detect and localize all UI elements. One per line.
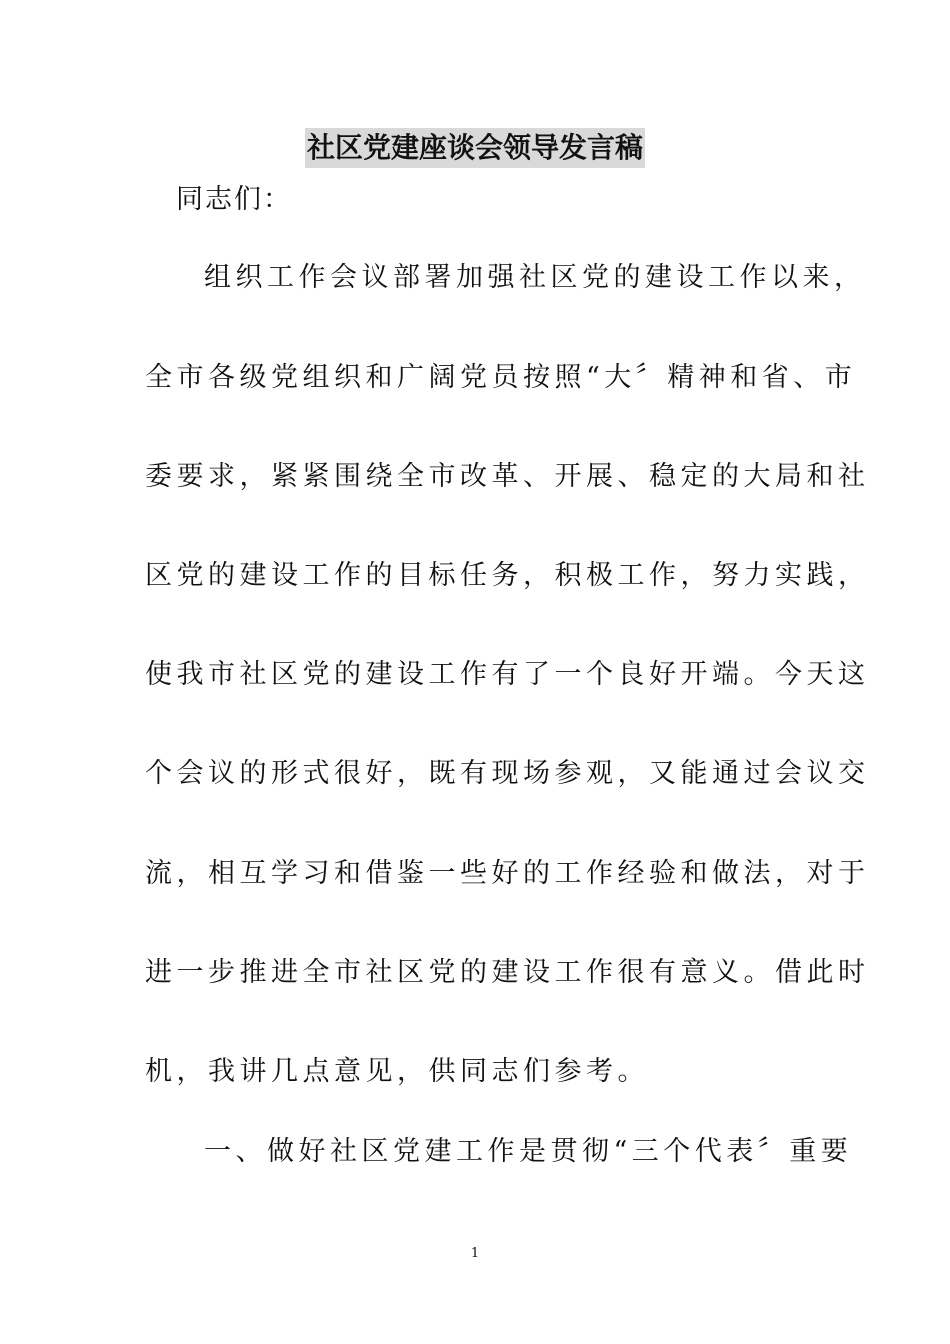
- paragraph-line: 组织工作会议部署加强社区党的建设工作以来，: [204, 262, 866, 293]
- salutation: 同志们：: [176, 184, 292, 215]
- document-title: [0, 128, 950, 168]
- paragraph-line: 机，我讲几点意见，供同志们参考。: [145, 1056, 649, 1087]
- paragraph-line: 使我市社区党的建设工作有了一个良好开端。今天这: [145, 659, 870, 690]
- paragraph-line: 委要求，紧紧围绕全市改革、开展、稳定的大局和社: [145, 461, 870, 492]
- paragraph-line: 全市各级党组织和广阔党员按照“大〞精神和省、市: [145, 362, 857, 393]
- document-title-text: 社区党建座谈会领导发言稿: [305, 128, 645, 168]
- paragraph-line: 进一步推进全市社区党的建设工作很有意义。借此时: [145, 957, 870, 988]
- paragraph-line: 个会议的形式很好，既有现场参观，又能通过会议交: [145, 758, 870, 789]
- page-number: 1: [470, 1246, 480, 1261]
- paragraph-line: 区党的建设工作的目标任务，积极工作，努力实践，: [145, 560, 870, 591]
- paragraph-line: 流，相互学习和借鉴一些好的工作经验和做法，对于: [145, 858, 870, 889]
- paragraph-line: 一、做好社区党建工作是贯彻“三个代表〞重要: [204, 1136, 853, 1167]
